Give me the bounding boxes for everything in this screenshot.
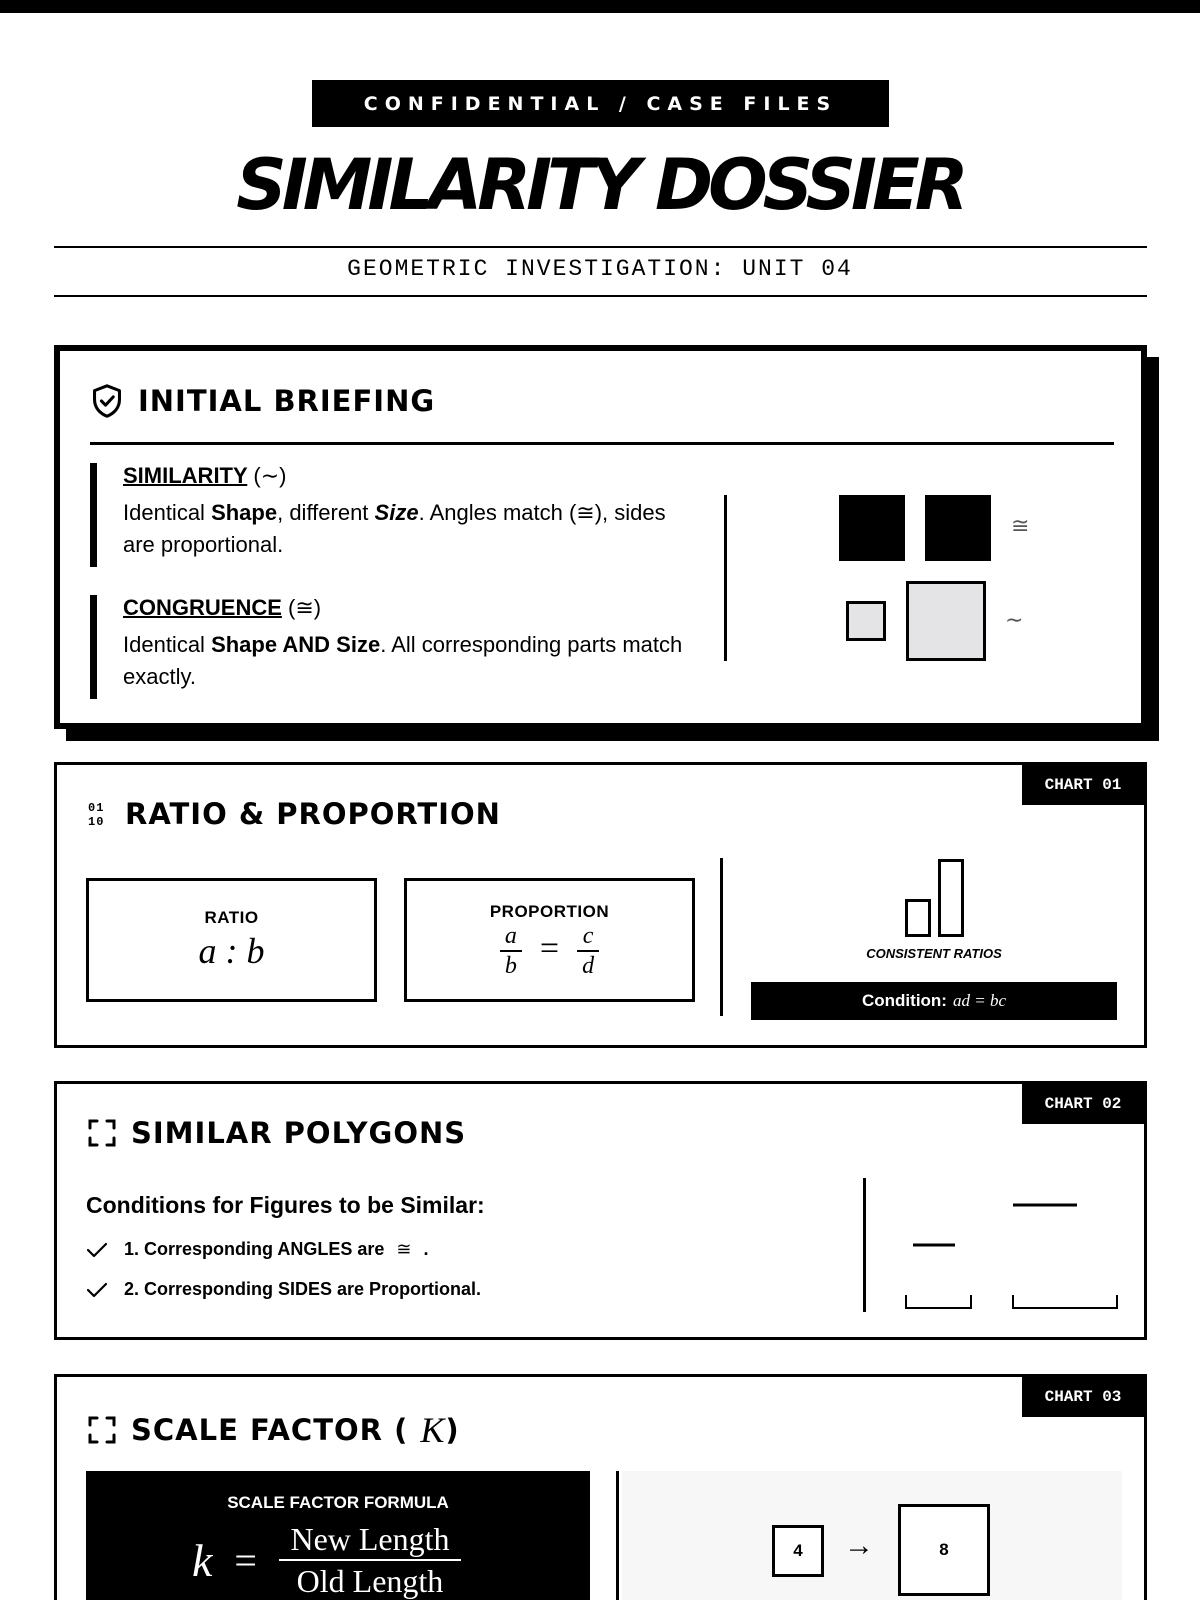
ratio-title bbox=[87, 797, 501, 831]
ratio-bar-short bbox=[905, 899, 931, 937]
congruent-square-a bbox=[839, 495, 905, 561]
congruent-glyph: ≅ bbox=[396, 1239, 412, 1259]
formula-label: SCALE FACTOR FORMULA bbox=[227, 1493, 449, 1512]
arrow-icon: → bbox=[844, 1529, 874, 1562]
consistent-ratios-label: CONSISTENT RATIOS bbox=[866, 946, 1002, 961]
congruence-definition bbox=[90, 595, 690, 699]
condition-text: 1. Corresponding ANGLES are bbox=[124, 1239, 385, 1259]
briefing-vertical-divider bbox=[724, 495, 727, 661]
scale-title bbox=[87, 1409, 460, 1451]
shield-check-icon bbox=[90, 383, 124, 419]
text: d bbox=[582, 953, 595, 979]
similarity-body bbox=[123, 497, 690, 561]
scale-section bbox=[54, 1374, 1147, 1600]
proportion-box bbox=[404, 878, 695, 1002]
ratio-label: RATIO bbox=[204, 908, 259, 927]
ratio-vertical-divider bbox=[720, 858, 723, 1016]
confidential-stamp: CONFIDENTIAL / CASE FILES bbox=[312, 80, 889, 127]
formula-numerator: New Length bbox=[290, 1521, 450, 1557]
conditions-title: Conditions for Figures to be Similar: bbox=[86, 1192, 485, 1218]
similar-square-small bbox=[846, 601, 886, 641]
formula-equals: = bbox=[234, 1537, 257, 1583]
ratio-section bbox=[54, 762, 1147, 1048]
new-size-box: 8 bbox=[898, 1504, 990, 1596]
polygons-title bbox=[87, 1116, 466, 1150]
text: . Angles match (≅), sides are proportional. bbox=[123, 500, 666, 557]
formula-box bbox=[86, 1471, 590, 1600]
formula-denominator: Old Length bbox=[296, 1563, 444, 1599]
scale-title-close: ) bbox=[445, 1413, 460, 1447]
formula-k: k bbox=[192, 1534, 213, 1586]
scale-title-text: SCALE FACTOR ( bbox=[131, 1413, 409, 1447]
briefing-section bbox=[54, 345, 1147, 729]
text: Shape AND Size bbox=[211, 632, 381, 657]
equals-sign: = bbox=[539, 930, 560, 968]
check-icon bbox=[86, 1241, 108, 1259]
congruence-term: CONGRUENCE bbox=[123, 595, 282, 620]
binary-icon bbox=[87, 799, 111, 829]
text: Identical bbox=[123, 632, 212, 657]
check-icon bbox=[86, 1281, 108, 1299]
polygons-vertical-divider bbox=[863, 1178, 866, 1312]
congruence-symbol: (≅) bbox=[288, 595, 322, 620]
large-figure-base bbox=[1013, 1295, 1117, 1308]
proportion-expression bbox=[500, 924, 599, 978]
scan-icon bbox=[87, 1415, 117, 1445]
similar-polygons-diagram bbox=[877, 1184, 1127, 1319]
scale-example-panel bbox=[622, 1471, 1122, 1600]
ratio-bar-tall bbox=[938, 859, 964, 937]
congruence-body bbox=[123, 629, 690, 693]
page-subtitle: GEOMETRIC INVESTIGATION: UNIT 04 bbox=[347, 256, 853, 282]
scale-title-k: K bbox=[420, 1410, 446, 1450]
chart-tag: CHART 03 bbox=[1022, 1377, 1144, 1417]
chart-tag: CHART 02 bbox=[1022, 1084, 1144, 1124]
text: b bbox=[504, 953, 517, 979]
similarity-symbol: (∼) bbox=[253, 463, 287, 488]
condition-label: Condition: bbox=[862, 991, 947, 1010]
scale-vertical-divider bbox=[616, 1471, 619, 1600]
scale-formula bbox=[192, 1521, 461, 1599]
similarity-term: SIMILARITY bbox=[123, 463, 248, 488]
congruence-heading bbox=[123, 595, 690, 621]
similarity-heading bbox=[123, 463, 690, 489]
similar-symbol: ∼ bbox=[1005, 607, 1024, 632]
briefing-title-text: INITIAL BRIEFING bbox=[138, 384, 436, 418]
old-size-box: 4 bbox=[772, 1525, 824, 1577]
congruent-square-b bbox=[925, 495, 991, 561]
polygons-section bbox=[54, 1081, 1147, 1340]
text: , different bbox=[277, 500, 375, 525]
svg-text:10: 10 bbox=[88, 815, 105, 829]
text: Size bbox=[374, 500, 419, 525]
polygons-title-text: SIMILAR POLYGONS bbox=[131, 1116, 467, 1150]
svg-text:01: 01 bbox=[88, 801, 105, 815]
fraction-cd bbox=[577, 924, 599, 978]
text: c bbox=[582, 923, 594, 949]
briefing-title bbox=[90, 383, 435, 419]
ratio-title-text: RATIO & PROPORTION bbox=[125, 797, 501, 831]
condition-expression: ad = bc bbox=[952, 991, 1006, 1010]
condition-box bbox=[751, 982, 1117, 1020]
ratio-expression: a : b bbox=[198, 931, 265, 971]
divider bbox=[54, 246, 1147, 248]
similarity-definition bbox=[90, 463, 690, 567]
fraction-ab bbox=[500, 924, 522, 978]
condition-item bbox=[86, 1279, 481, 1300]
text: a bbox=[504, 923, 517, 949]
condition-text: 2. Corresponding SIDES are Proportional. bbox=[124, 1279, 482, 1299]
top-bar bbox=[0, 0, 1200, 13]
congruent-symbol: ≅ bbox=[1011, 513, 1030, 538]
chart-tag: CHART 01 bbox=[1022, 765, 1144, 805]
ratio-box bbox=[86, 878, 377, 1002]
text: . All corresponding parts match exactly. bbox=[123, 632, 683, 689]
small-figure-base bbox=[906, 1295, 971, 1308]
scan-icon bbox=[87, 1118, 117, 1148]
condition-text: . bbox=[423, 1239, 429, 1259]
text: Identical bbox=[123, 500, 212, 525]
similar-square-large bbox=[906, 581, 986, 661]
text: Shape bbox=[211, 500, 278, 525]
divider bbox=[54, 295, 1147, 297]
page-title: SIMILARITY DOSSIER bbox=[236, 144, 964, 226]
proportion-label: PROPORTION bbox=[489, 902, 610, 921]
formula-fraction bbox=[279, 1521, 461, 1599]
condition-item bbox=[86, 1239, 429, 1260]
briefing-divider bbox=[90, 442, 1114, 445]
